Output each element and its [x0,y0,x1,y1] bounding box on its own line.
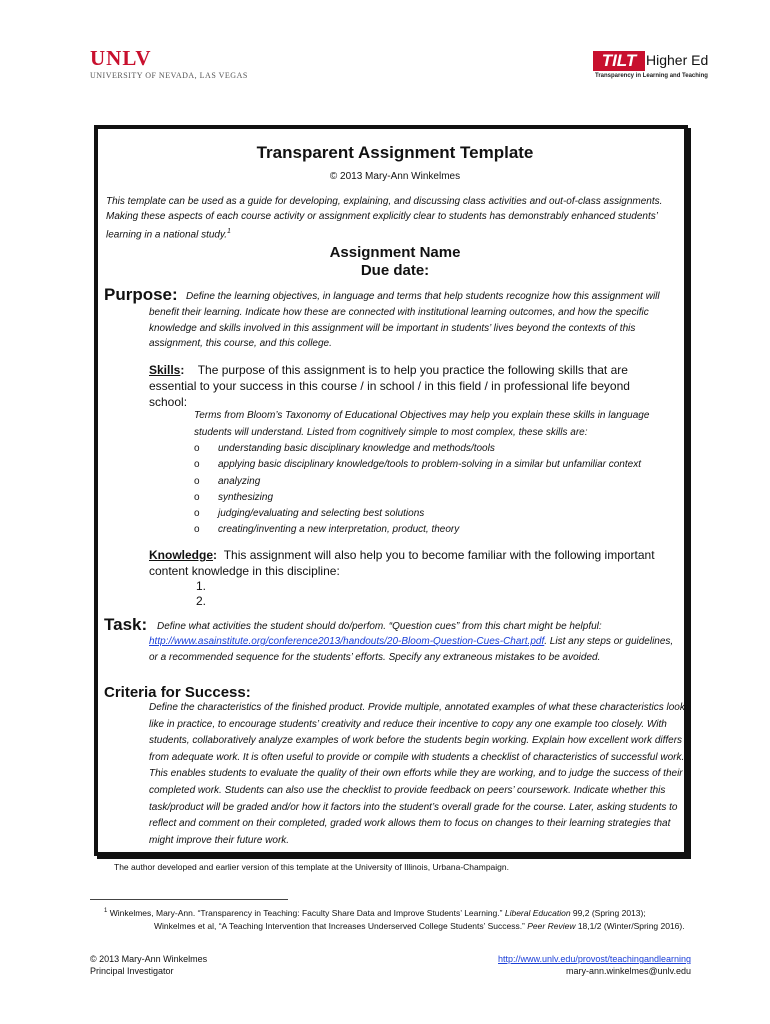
list-item: o judging/evaluating and selecting best solutions [194,508,425,520]
tilt-higher-ed: Higher Ed [646,52,709,68]
assignment-name: Assignment Name [329,244,461,261]
task-text: http://www.asainstitute.org/conference2013/handouts/20-Bloom-Question-Cues-Chart.pdf. List any steps or guidelines, or a recommended sequence for the students’ efforts. Specify any extraneous mistakes to be avoided. [149,636,674,663]
list-item: 1. [196,579,207,593]
list-item: o creating/inventing a new interpretation, product, theory [194,524,460,536]
knowledge-label: Knowledge [149,548,214,562]
knowledge-list [196,579,206,609]
author-note: The author developed and earlier version of this template at the University of Illinois, Urbana-Champaign. [114,862,509,872]
purpose-text-first: Define the learning objectives, in language and terms that help students recognize how this assignment will [186,291,660,302]
skills-label: Skills [149,363,181,377]
skills-text: The purpose of this assignment is to help you practice the following skills that are essential to your success in this course / in school / in this field / in professional life beyond school: [149,363,630,409]
list-item: o synthesizing [194,491,274,503]
footer-email: mary-ann.winkelmes@unlv.edu [565,966,691,976]
list-item: o understanding basic disciplinary knowledge and methods/tools [194,443,495,454]
footnote-line-2: Winkelmes et al, “A Teaching Intervention that Increases Underserved College Students’ Success.” Peer Review 18,1/2 (Winter/Spring 2016). [154,921,685,931]
bloom-terms-note: Terms from Bloom’s Taxonomy of Educational Objectives may help you explain these skills in language students will understand. Listed from cognitively simple to most complex, these skills are: [194,410,650,438]
tilt-logo: TILT [593,51,645,71]
unlv-logo: UNLV [90,46,152,70]
criteria-text: Define the characteristics of the finished product. Provide multiple, annotated examples of what these characteristics look like in practice, to encourage students’ creativity and reduce their incentive to copy any one example too closely. With students, collaboratively analyze examples of work before the students begin working. Explain how excellent work differs from adequate work. It is often useful to provide or compile with students a checklist of characteristics of successful work. This enables students to evaluate the quality of their own efforts while they are working, and to judge the success of their completed work. Students can also use the checklist to provide feedback on peers’ coursework. Indicate whether this task/product will be graded and/or how it factors into the student’s overall grade for the course. Later, asking students to reflect and comment on their completed, graded work allows them to focus on changes to their learning strategies that might improve their future work. [149,702,685,846]
footer-copyright: © 2013 Mary-Ann Winkelmes [90,954,208,964]
criteria-heading: Criteria for Success: [104,684,251,701]
purpose-text: benefit their learning. Indicate how these are connected with institutional learning outcomes, and how the specific knowledge and skills involved in this assignment will be important in students’ lives beyond the contexts of this assignment, this course, and this college. [149,307,649,349]
copyright-line: © 2013 Mary-Ann Winkelmes [329,171,461,182]
knowledge-section: Knowledge: This assignment will also help you to become familiar with the following important content knowledge in this discipline: [149,548,655,578]
intro-text: This template can be used as a guide for developing, explaining, and discussing class activities and out-of-class assignments. Making these aspects of each course activity or assignment explicitly clear to students has demonstrably enhanced students’ learning in a national study.$^1$ [106,196,663,241]
footnote-divider [90,899,288,900]
skills-section: Skills: The purpose of this assignment is to help you practice the following skills that are essential to your success in this course / in school / in this field / in professional life beyond school: [149,363,630,409]
footer-website-link[interactable]: http://www.unlv.edu/provost/teachingandlearning [498,954,691,964]
task-heading: Task: [104,615,148,634]
bloom-chart-link[interactable]: http://www.asainstitute.org/conference2013/handouts/20-Bloom-Question-Cues-Chart.pdf [149,636,545,647]
footnote-ref[interactable]: 1 [227,228,231,235]
purpose-heading: Purpose: [104,285,178,304]
page-title: Transparent Assignment Template [256,143,534,162]
footer-role: Principal Investigator [90,966,174,976]
university-name: UNIVERSITY OF NEVADA, LAS VEGAS [90,71,248,80]
skills-list [194,441,641,539]
list-item: o applying basic disciplinary knowledge/tools to problem-solving in a similar but unfamiliar context [194,459,641,471]
due-date: Due date: [360,262,430,279]
task-text-first: Define what activities the student should do/perfom. “Question cues” from this chart might be helpful: [157,621,602,632]
list-item: 2. [196,594,207,608]
knowledge-text: This assignment will also help you to become familiar with the following important content knowledge in this discipline: [149,548,655,578]
list-item: o analyzing [194,475,261,487]
footnote-line-1: $^1$ Winkelmes, Mary-Ann. “Transparency in Teaching: Faculty Share Data and Improve Students’ Learning.” Liberal Education 99,2 (Spring 2013); [104,908,646,918]
tilt-tagline: Transparency in Learning and Teaching [595,73,708,79]
